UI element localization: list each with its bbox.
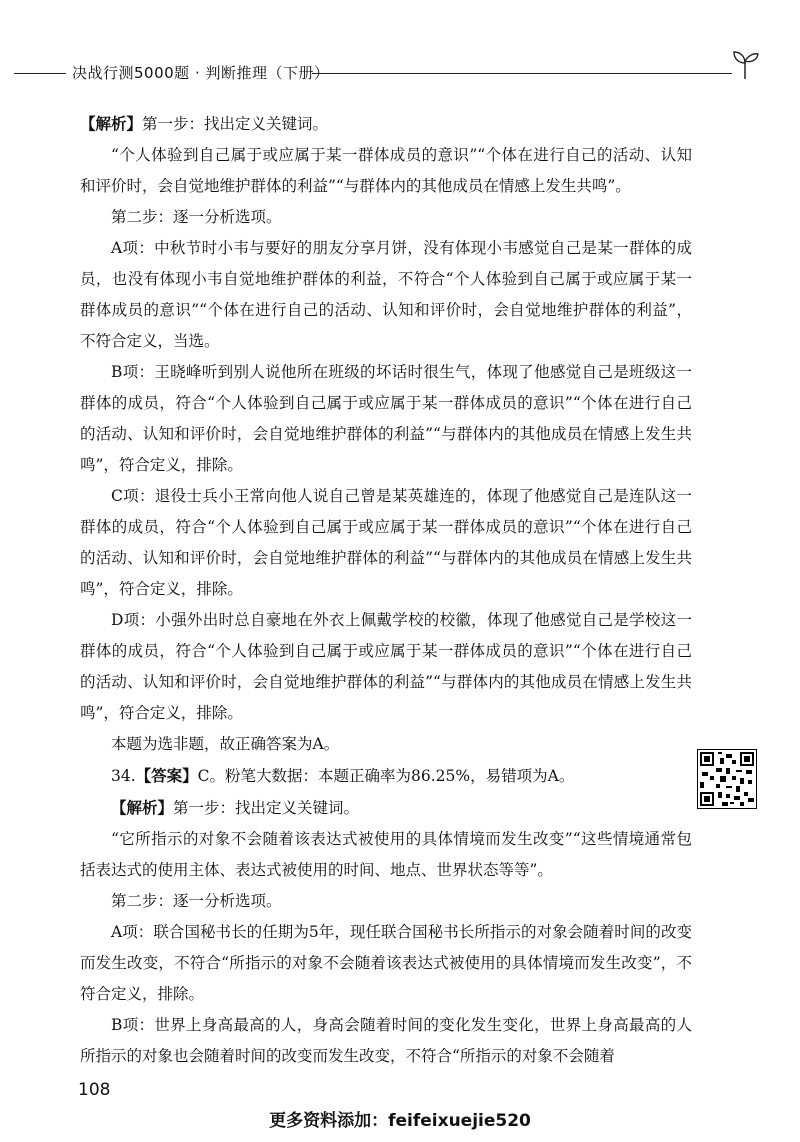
page-number: 108 xyxy=(78,1080,111,1100)
question-number: 34. xyxy=(111,767,136,785)
q34-analysis-step2: 第二步：逐一分析选项。 xyxy=(111,892,282,910)
option-a-analysis: A项：中秋节时小韦与要好的朋友分享月饼，没有体现小韦感觉自己是某一群体的成员，也没有体现小韦自觉地维护群体的利益，不符合“个人体验到自己属于或应属于某一群体成员的意识”“个体在进行自己的活动、认知和评价时，会自觉地维护群体的利益”，不符合定义，当选。 xyxy=(80,239,692,350)
running-header xyxy=(0,62,800,86)
q34-option-a-analysis: A项：联合国秘书长的任期为5年，现任联合国秘书长所指示的对象会随着时间的改变而发生改变，不符合“所指示的对象不会随着该表达式被使用的具体情境而发生改变”，不符合定义，排除。 xyxy=(80,923,692,1003)
footer-contact-note: 更多资料添加：feifeixuejie520 xyxy=(269,1111,531,1131)
q34-analysis-step1 xyxy=(80,792,692,824)
analysis-step2: 第二步：逐一分析选项。 xyxy=(111,208,282,226)
definition-keywords: “个人体验到自己属于或应属于某一群体成员的意识”“个体在进行自己的活动、认知和评价时，会自觉地维护群体的利益”“与群体内的其他成员在情感上发生共鸣”。 xyxy=(80,146,692,195)
answer-text: C。粉笔大数据：本题正确率为86.25%，易错项为A。 xyxy=(197,767,575,785)
q34-definition-keywords: “它所指示的对象不会随着该表达式被使用的具体情境而发生改变”“这些情境通常包括表达式的使用主体、表达式被使用的时间、地点、世界状态等等”。 xyxy=(80,830,692,879)
header-rule-right xyxy=(312,73,732,74)
q34-option-b-analysis: B项：世界上身高最高的人，身高会随着时间的变化发生变化，世界上身高最高的人所指示的对象也会随着时间的改变而发生改变，不符合“所指示的对象不会随着 xyxy=(80,1016,692,1065)
conclusion: 本题为选非题，故正确答案为A。 xyxy=(111,735,340,753)
analysis-step1 xyxy=(80,108,692,140)
option-d-analysis: D项：小强外出时总自豪地在外衣上佩戴学校的校徽，体现了他感觉自己是学校这一群体的成员，符合“个人体验到自己属于或应属于某一群体成员的意识”“个体在进行自己的活动、认知和评价时，会自觉地维护群体的利益”“与群体内的其他成员在情感上发生共鸣”，符合定义，排除。 xyxy=(80,611,692,722)
analysis-label: 【解析】 xyxy=(111,798,174,817)
book-title: 决战行测5000题 · 判断推理（下册） xyxy=(72,64,330,82)
analysis-step1-text: 第一步：找出定义关键词。 xyxy=(142,115,329,133)
q34-analysis-step1-text: 第一步：找出定义关键词。 xyxy=(173,799,360,817)
question-34-answer xyxy=(80,760,692,792)
header-rule-left xyxy=(14,73,66,74)
sprout-icon xyxy=(730,46,760,80)
qr-code[interactable] xyxy=(697,749,757,809)
analysis-label: 【解析】 xyxy=(80,114,143,133)
option-c-analysis: C项：退役士兵小王常向他人说自己曾是某英雄连的，体现了他感觉自己是连队这一群体的成员，符合“个人体验到自己属于或应属于某一群体成员的意识”“个体在进行自己的活动、认知和评价时，会自觉地维护群体的利益”“与群体内的其他成员在情感上发生共鸣”，符合定义，排除。 xyxy=(80,487,692,598)
answer-explanation xyxy=(80,108,692,1072)
option-b-analysis: B项：王晓峰听到别人说他所在班级的坏话时很生气，体现了他感觉自己是班级这一群体的成员，符合“个人体验到自己属于或应属于某一群体成员的意识”“个体在进行自己的活动、认知和评价时，会自觉地维护群体的利益”“与群体内的其他成员在情感上发生共鸣”，符合定义，排除。 xyxy=(80,363,692,474)
answer-label: 【答案】 xyxy=(135,766,198,785)
